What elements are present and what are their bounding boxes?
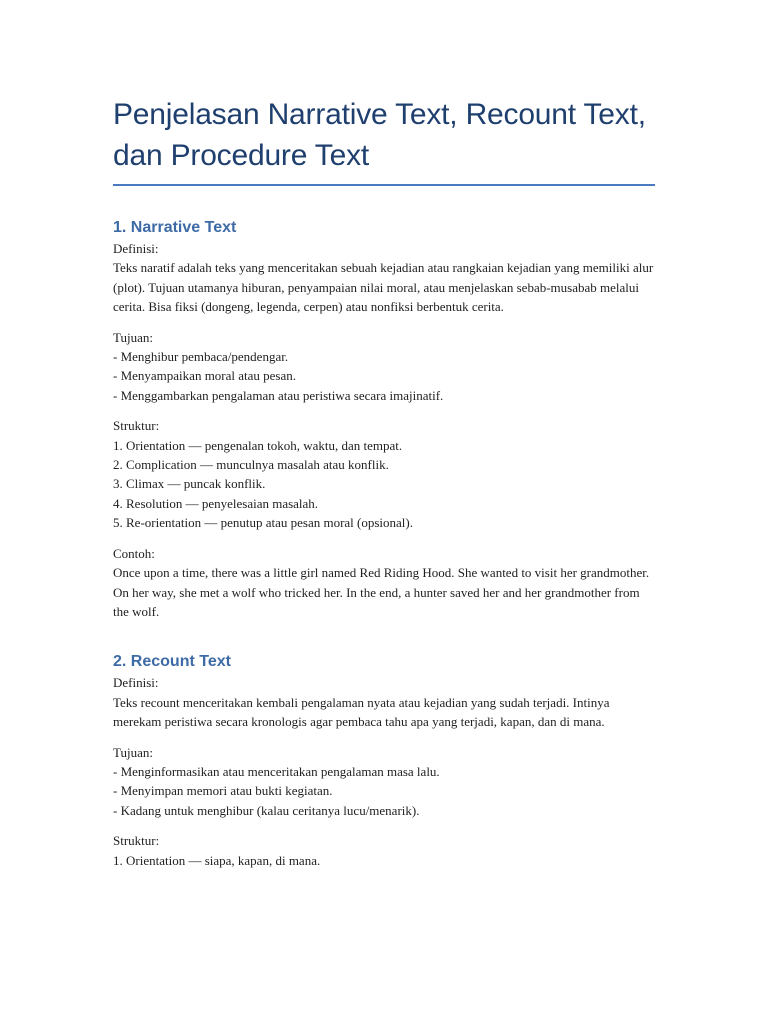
list-item: - Menghibur pembaca/pendengar. [113,349,289,365]
structure-label: Struktur: [113,833,160,849]
title-underline-rule [113,184,655,186]
purpose-label: Tujuan: [113,329,153,345]
document-title [113,94,658,176]
list-item: - Menggambarkan pengalaman atau peristiwa secara imajinatif. [113,387,444,403]
structure-list [113,851,658,870]
list-item: - Menyimpan memori atau bukti kegiatan. [113,783,333,799]
purpose-list [113,762,658,820]
structure-list [113,436,658,533]
example-label: Contoh: [113,545,155,561]
list-item: - Menginformasikan atau menceritakan pengalaman masa lalu. [113,763,440,779]
section-heading: 2. Recount Text [113,653,231,671]
section-heading: 1. Narrative Text [113,219,237,236]
list-item: 1. Orientation — pengenalan tokoh, waktu, dan tempat. [113,437,403,453]
definition-label: Definisi: [113,241,159,256]
list-item: - Kadang untuk menghibur (kalau ceritanya lucu/menarik). [113,802,420,818]
title-line-1: Penjelasan Narrative Text, Recount Text, [113,98,646,131]
example-text: Once upon a time, there was a little girl named Red Riding Hood. She wanted to visit her grandmother. On her way, she met a wolf who tricked her. In the end, a hunter saved her and her grandmother from the wolf. [113,565,650,619]
list-item: 3. Climax — puncak konflik. [113,476,266,492]
definition-text: Teks naratif adalah teks yang menceritakan sebuah kejadian atau rangkaian kejadian yang memiliki alur (plot). Tujuan utamanya hiburan, penyampaian nilai moral, atau menjelaskan sebab-musabab melalui cerita. Bisa fiksi (dongeng, legenda, cerpen) atau nonfiksi berbentuk cerita. [113,260,654,315]
list-item: 2. Complication — munculnya masalah atau konflik. [113,457,389,473]
purpose-label: Tujuan: [113,744,153,760]
list-item: 1. Orientation — siapa, kapan, di mana. [113,852,321,868]
document-body [113,94,658,870]
purpose-list [113,347,658,405]
section-narrative-text [113,217,658,621]
list-item: - Menyampaikan moral atau pesan. [113,368,297,384]
definition-label: Definisi: [113,675,159,691]
definition-text: Teks recount menceritakan kembali pengalaman nyata atau kejadian yang sudah terjadi. Intinya merekam peristiwa secara kronologis agar pembaca tahu apa yang terjadi, kapan, dan di mana. [113,694,610,730]
list-item: 5. Re-orientation — penutup atau pesan moral (opsional). [113,515,414,531]
title-line-2: dan Procedure Text [113,139,370,172]
section-recount-text [113,651,658,870]
list-item: 4. Resolution — penyelesaian masalah. [113,495,319,511]
structure-label: Struktur: [113,418,160,434]
